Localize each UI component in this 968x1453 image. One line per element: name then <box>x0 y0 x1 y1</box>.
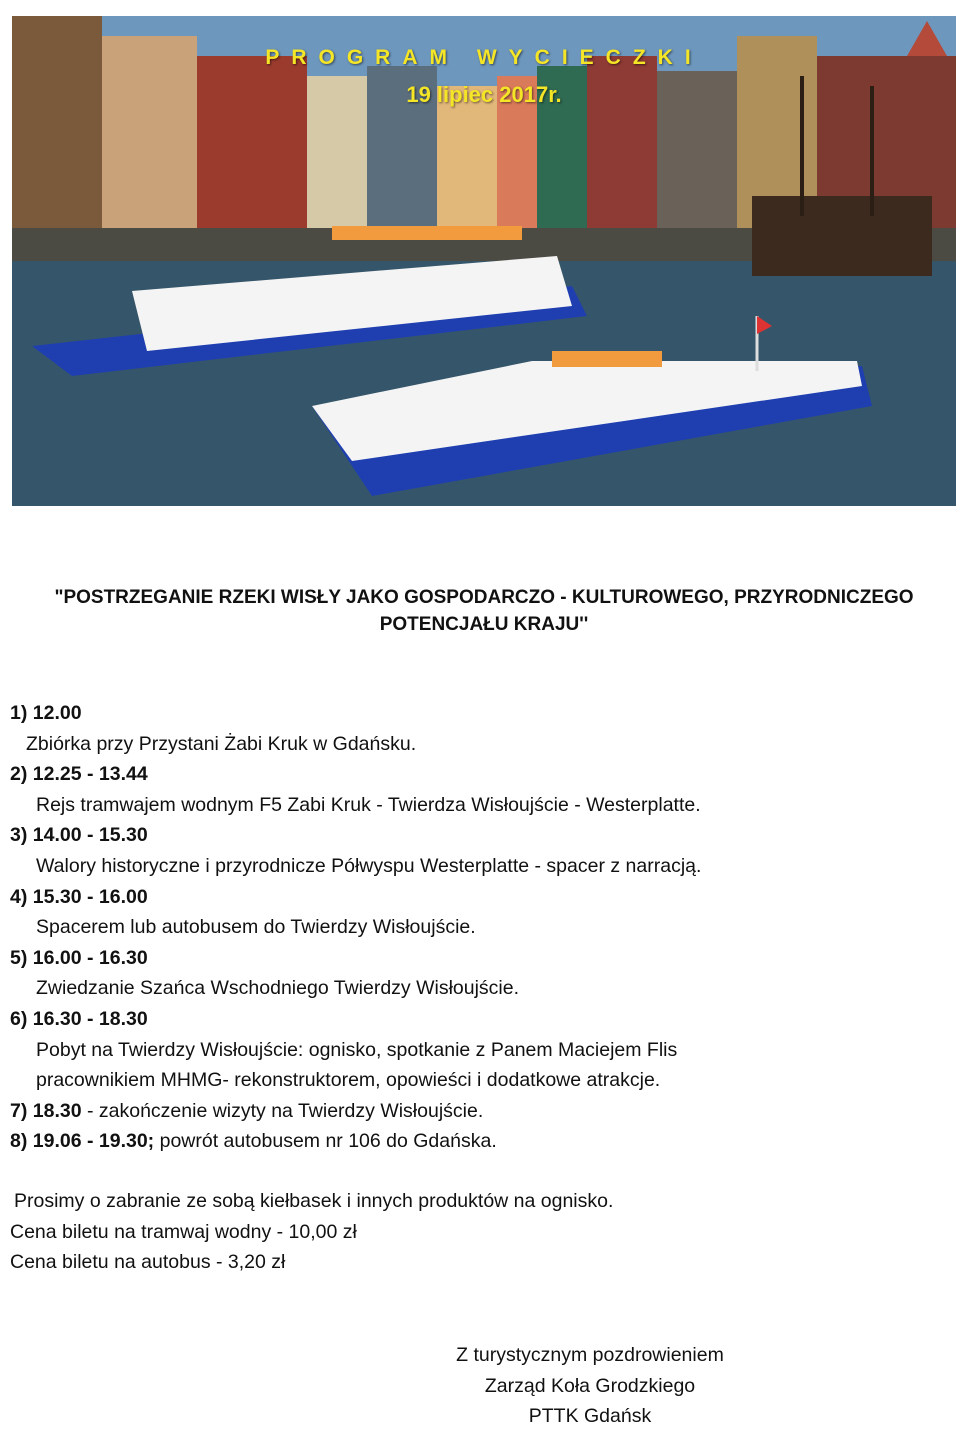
program-item-2 <box>10 759 950 790</box>
program-item-description: pracownikiem MHMG- rekonstruktorem, opowieści i dodatkowe atrakcje. <box>36 1069 661 1092</box>
program-item-description: Zwiedzanie Szańca Wschodniego Twierdzy Wisłoujście. <box>36 977 520 1000</box>
program-list <box>10 698 950 1157</box>
signature <box>380 1340 800 1432</box>
subject-line-1: "POSTRZEGANIE RZEKI WISŁY JAKO GOSPODARCZO - KULTUROWEGO, PRZYRODNICZEGO <box>54 587 914 608</box>
program-item-time: 1) 12.00 <box>10 702 82 724</box>
banner-date: 19 lipiec 2017r. <box>406 82 562 107</box>
program-item-description: Spacerem lub autobusem do Twierdzy Wisłoujście. <box>36 916 476 939</box>
bus-ticket-price: Cena biletu na autobus - 3,20 zł <box>10 1251 286 1274</box>
banner-title: PROGRAM WYCIECZKI <box>265 46 703 69</box>
program-item-8 <box>10 1126 950 1157</box>
program-item-time: 4) 15.30 - 16.00 <box>10 885 148 908</box>
program-item-description: Walory historyczne i przyrodnicze Półwyspu Westerplatte - spacer z narracją. <box>36 854 702 877</box>
banner-photo <box>12 16 956 506</box>
program-item-description: Zbiórka przy Przystani Żabi Kruk w Gdańsku. <box>26 732 417 755</box>
program-item-6 <box>10 1004 950 1035</box>
program-item-description: - zakończenie wizyty na Twierdzy Wisłoujście. <box>81 1099 484 1122</box>
program-item-time: 7) 18.30 <box>10 1099 82 1122</box>
program-item-description: Pobyt na Twierdzy Wisłoujście: ognisko, spotkanie z Panem Maciejem Flis <box>36 1038 678 1061</box>
program-item-5 <box>10 943 950 974</box>
program-item-description: powrót autobusem nr 106 do Gdańska. <box>154 1130 497 1153</box>
trip-subject <box>30 584 938 638</box>
notes-section <box>10 1186 613 1278</box>
bring-food-note: Prosimy o zabranie ze sobą kiełbasek i innych produktów na ognisko. <box>14 1190 614 1212</box>
subject-line-2: POTENCJAŁU KRAJU'' <box>379 614 589 635</box>
program-item-4 <box>10 882 950 913</box>
program-item-3 <box>10 820 950 851</box>
signature-organization: PTTK Gdańsk <box>528 1405 652 1428</box>
program-item-time: 6) 16.30 - 18.30 <box>10 1007 148 1030</box>
tram-ticket-price: Cena biletu na tramwaj wodny - 10,00 zł <box>10 1220 357 1243</box>
program-item-description: Rejs tramwajem wodnym F5 Zabi Kruk - Twierdza Wisłoujście - Westerplatte. <box>36 793 701 816</box>
program-item-7 <box>10 1096 950 1127</box>
program-item-time: 5) 16.00 - 16.30 <box>10 946 148 969</box>
signature-board: Zarząd Koła Grodzkiego <box>484 1374 696 1397</box>
program-item-time: 8) 19.06 - 19.30; <box>10 1130 155 1153</box>
program-item-time: 3) 14.00 - 15.30 <box>10 824 148 847</box>
signature-greeting: Z turystycznym pozdrowieniem <box>456 1344 724 1366</box>
program-item-1 <box>10 698 950 729</box>
program-item-time: 2) 12.25 - 13.44 <box>10 763 148 786</box>
